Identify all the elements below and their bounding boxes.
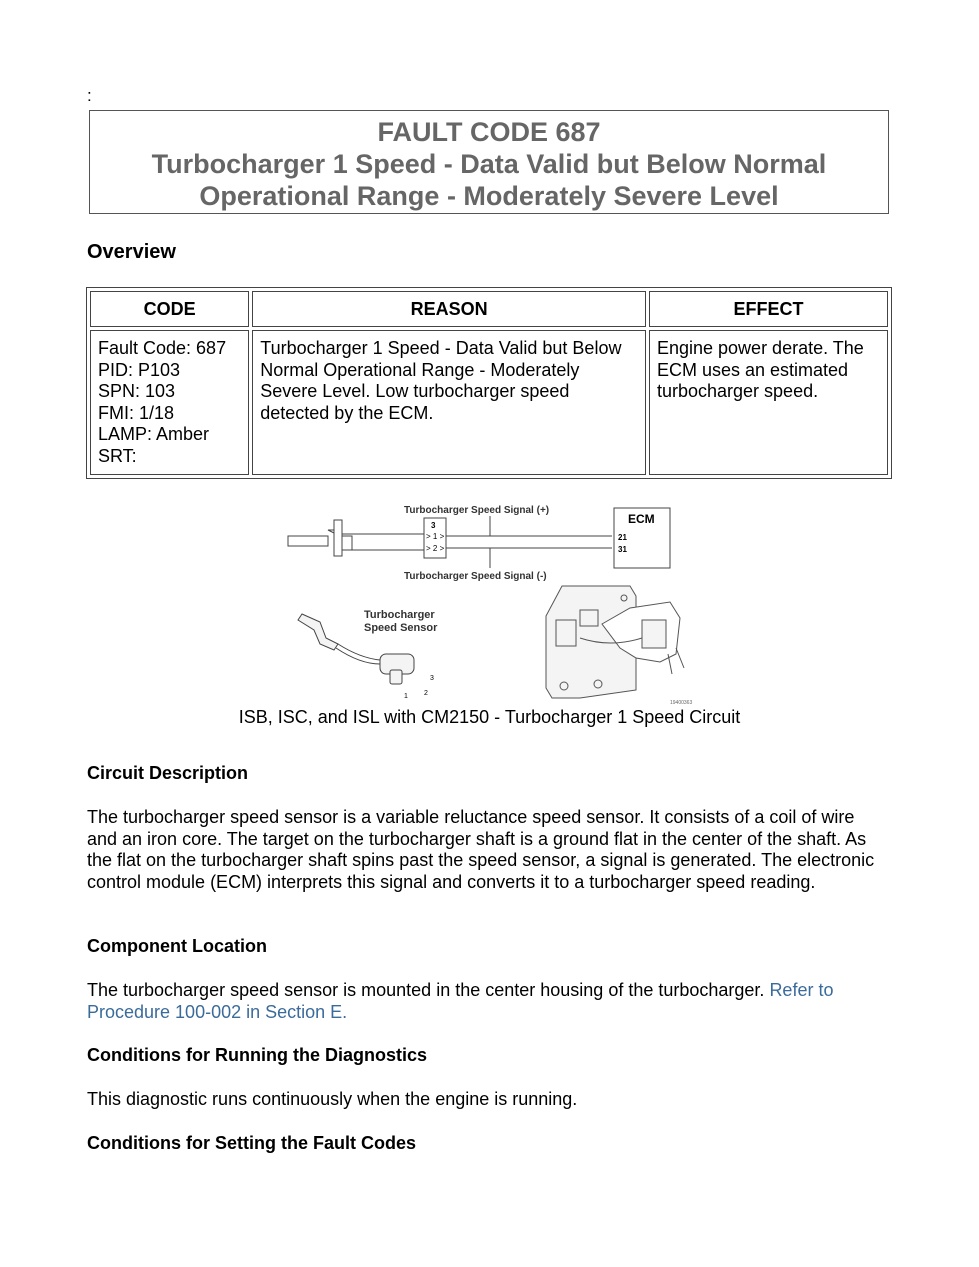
figure-id: 19400363	[670, 700, 693, 706]
connector-pin-1: > 1 >	[426, 532, 445, 541]
ecm-pin-31: 31	[618, 545, 627, 554]
effect-cell: Engine power derate. The ECM uses an estimated turbocharger speed.	[649, 330, 888, 475]
overview-heading: Overview	[87, 241, 176, 263]
ecm-module-drawing	[546, 586, 684, 698]
code-line-spn: SPN: 103	[98, 381, 176, 401]
fault-title-box	[89, 110, 889, 214]
setting-fault-codes-heading: Conditions for Setting the Fault Codes	[87, 1133, 416, 1153]
running-diagnostics-heading: Conditions for Running the Diagnostics	[87, 1045, 427, 1065]
connector-pin-2: > 2 >	[426, 544, 445, 553]
page-colon: :	[87, 86, 92, 105]
code-line-srt: SRT:	[98, 445, 137, 466]
circuit-description-heading: Circuit Description	[87, 763, 249, 783]
component-location-text: The turbocharger speed sensor is mounted in the center housing of the turbocharger.	[87, 980, 765, 1000]
sensor-pin-3: 3	[430, 675, 434, 682]
circuit-diagram	[280, 498, 700, 708]
connector-pin-top: 3	[431, 521, 436, 530]
fault-title-line-1: FAULT CODE 687	[377, 117, 601, 147]
sensor-pin-1: 1	[404, 693, 408, 700]
harness-wires	[342, 516, 612, 568]
fault-title-line-2: Turbocharger 1 Speed - Data Valid but Below Normal	[151, 149, 827, 179]
header-effect: EFFECT	[649, 291, 888, 327]
sensor-label-line-1: Turbocharger	[364, 609, 435, 621]
ecm-pin-21: 21	[618, 533, 627, 542]
sensor-connector-drawing	[288, 520, 352, 556]
fault-title-line-3: Operational Range - Moderately Severe Level	[199, 181, 779, 211]
figure-caption: ISB, ISC, and ISL with CM2150 - Turbocharger 1 Speed Circuit	[238, 707, 741, 727]
table-row	[90, 330, 888, 475]
code-cell	[90, 330, 249, 475]
sensor-label-line-2: Speed Sensor	[364, 622, 438, 634]
overview-table	[86, 287, 892, 479]
component-location-paragraph	[87, 980, 887, 1023]
sensor-pin-2: 2	[424, 690, 428, 697]
code-line-fmi: FMI: 1/18	[98, 402, 175, 423]
signal-minus-label: Turbocharger Speed Signal (-)	[404, 571, 547, 582]
table-header-row	[90, 291, 888, 327]
signal-plus-label: Turbocharger Speed Signal (+)	[404, 505, 550, 516]
code-line-pid: PID: P103	[98, 359, 181, 380]
reason-cell: Turbocharger 1 Speed - Data Valid but Below Normal Operational Range - Moderately Severe Level. Low turbocharger speed detected by the ECM.	[252, 330, 646, 475]
header-reason: REASON	[252, 291, 646, 327]
component-location-heading: Component Location	[87, 936, 267, 956]
code-line-fault-code: Fault Code: 687	[98, 338, 227, 358]
running-diagnostics-text: This diagnostic runs continuously when the engine is running.	[87, 1089, 578, 1109]
circuit-description-text: The turbocharger speed sensor is a variable reluctance speed sensor. It consists of a coil of wire and an iron core. The target on the turbocharger shaft is a ground flat in the center of the shaft. As the flat on the turbocharger shaft spins past the speed sensor, a signal is generated. The electronic control module (ECM) interprets this signal and converts it to a turbocharger speed reading.	[87, 807, 875, 892]
code-line-lamp: LAMP: Amber	[98, 424, 210, 444]
header-code: CODE	[90, 291, 249, 327]
ecm-label: ECM	[628, 512, 655, 526]
procedure-link[interactable]: Refer to Procedure 100-002 in Section E.	[87, 980, 834, 1022]
